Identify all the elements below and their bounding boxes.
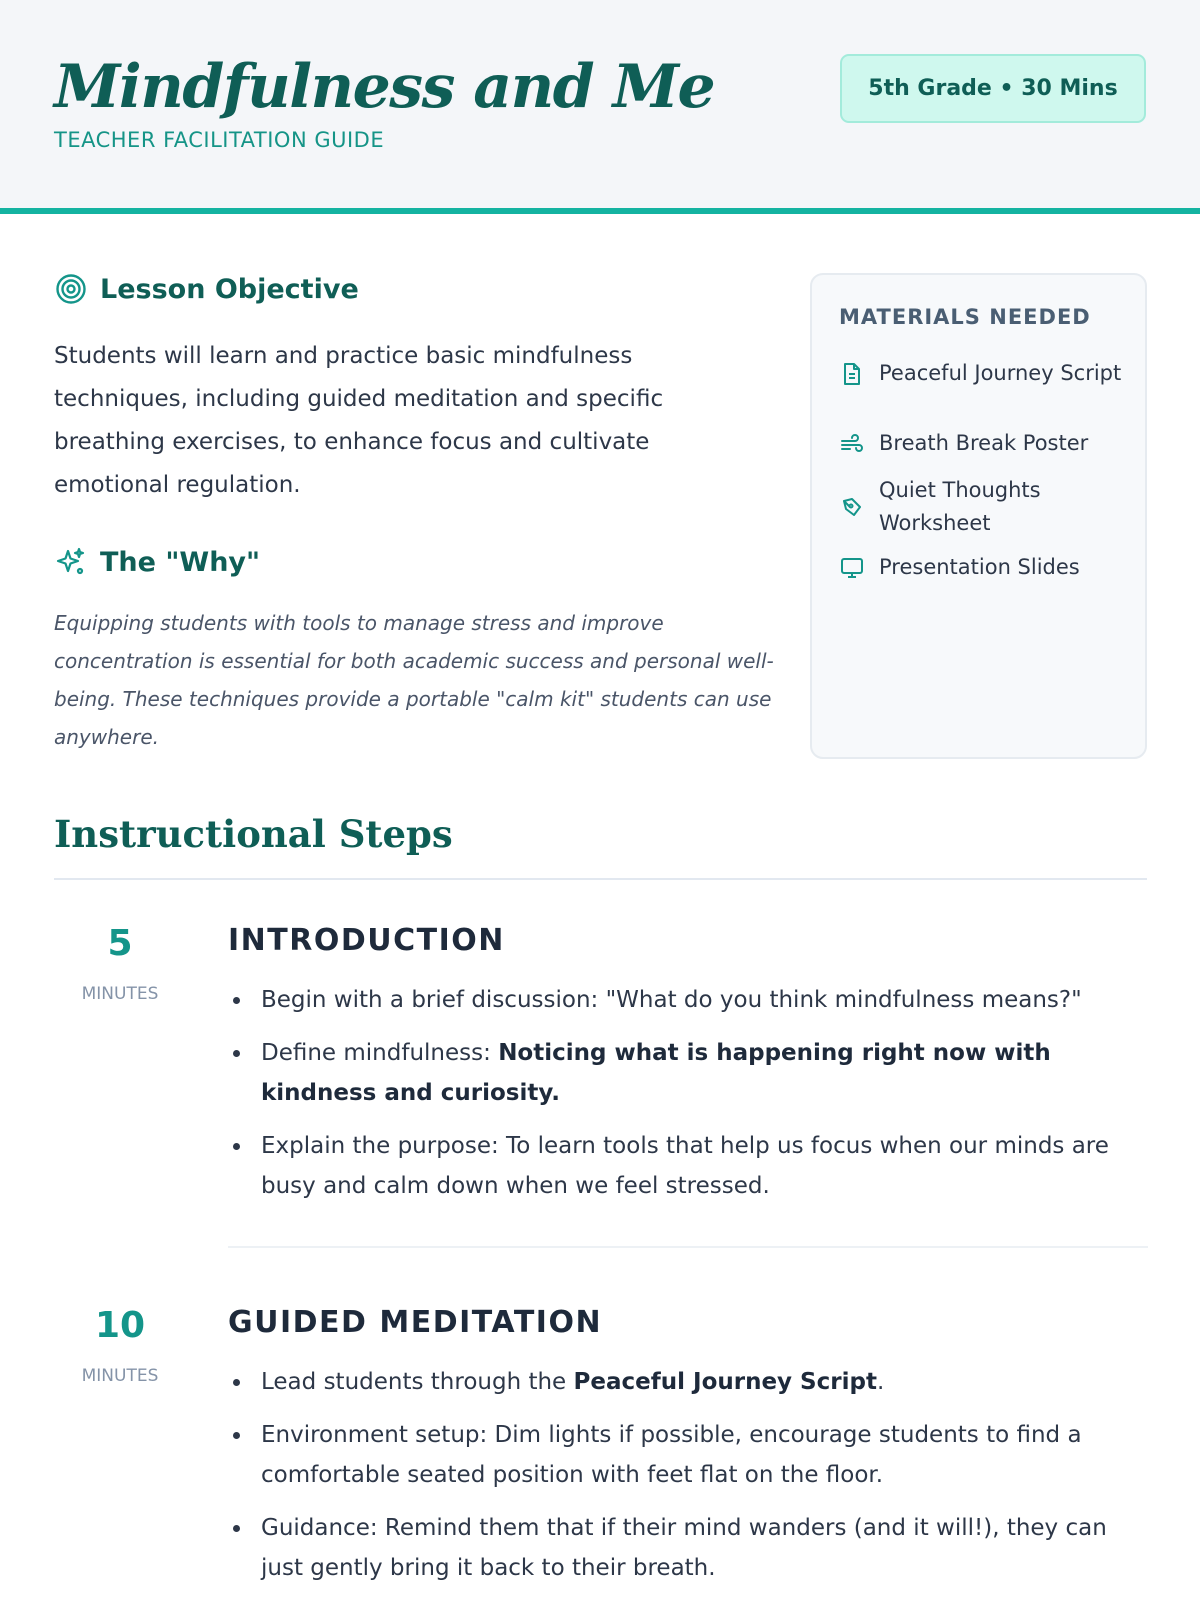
target-icon	[54, 272, 88, 306]
step-divider	[228, 1246, 1148, 1248]
material-label: Peaceful Journey Script	[879, 361, 1122, 385]
material-label: Presentation Slides	[879, 555, 1080, 579]
step-minutes-unit: MINUTES	[81, 1366, 159, 1386]
monitor-icon	[839, 555, 865, 581]
step-minutes: 10	[94, 1305, 146, 1346]
materials-title: MATERIALS NEEDED	[839, 305, 1091, 329]
step-minutes: 5	[107, 923, 133, 964]
section-divider	[54, 878, 1147, 880]
document-icon	[839, 361, 865, 387]
step-bullet: Environment setup: Dim lights if possible, encourage students to find a comfortable seated position with feet flat on the floor.	[228, 1415, 1148, 1495]
objective-text: Students will learn and practice basic mindfulness techniques, including guided meditation and specific breathing exercises, to enhance focus and cultivate emotional regulation.	[54, 343, 664, 498]
materials-panel	[810, 273, 1147, 759]
material-label: Breath Break Poster	[879, 431, 1089, 455]
sparkles-icon	[54, 545, 88, 579]
step-bullet-list	[228, 980, 1148, 1219]
objective-heading	[54, 272, 359, 306]
objective-heading-label: Lesson Objective	[100, 273, 359, 305]
grade-duration-badge: 5th Grade • 30 Mins	[840, 54, 1146, 123]
step-heading: GUIDED MEDITATION	[228, 1305, 603, 1340]
step-heading: INTRODUCTION	[228, 923, 505, 958]
why-text: Equipping students with tools to manage stress and improve concentration is essential for both academic success and personal well-being. These techniques provide a portable "calm kit" students can use anywhere.	[54, 611, 774, 749]
step-bullet: Begin with a brief discussion: "What do you think mindfulness means?"	[228, 980, 1148, 1020]
why-heading	[54, 545, 260, 579]
step-bullet-list	[228, 1362, 1148, 1600]
why-heading-label: The "Why"	[100, 546, 261, 578]
material-item	[839, 427, 1129, 460]
wind-icon	[839, 431, 865, 457]
pen-icon	[839, 494, 865, 520]
material-item	[839, 474, 1129, 540]
page-title: Mindfulness and Me	[54, 52, 715, 122]
material-label: Quiet Thoughts Worksheet	[879, 478, 1041, 535]
step-bullet: Explain the purpose: To learn tools that help us focus when our minds are busy and calm down when we feel stressed.	[228, 1126, 1148, 1206]
step-minutes-unit: MINUTES	[81, 984, 159, 1004]
page-subtitle: TEACHER FACILITATION GUIDE	[54, 128, 385, 152]
step-bullet: Lead students through the Peaceful Journey Script.	[228, 1362, 1148, 1402]
material-item	[839, 551, 1129, 584]
step-bullet: Guidance: Remind them that if their mind wanders (and it will!), they can just gently bring it back to their breath.	[228, 1508, 1148, 1588]
material-item	[839, 357, 1129, 390]
step-bullet: Define mindfulness: Noticing what is happening right now with kindness and curiosity.	[228, 1033, 1148, 1113]
page-header	[0, 0, 1200, 214]
steps-title: Instructional Steps	[54, 812, 453, 856]
